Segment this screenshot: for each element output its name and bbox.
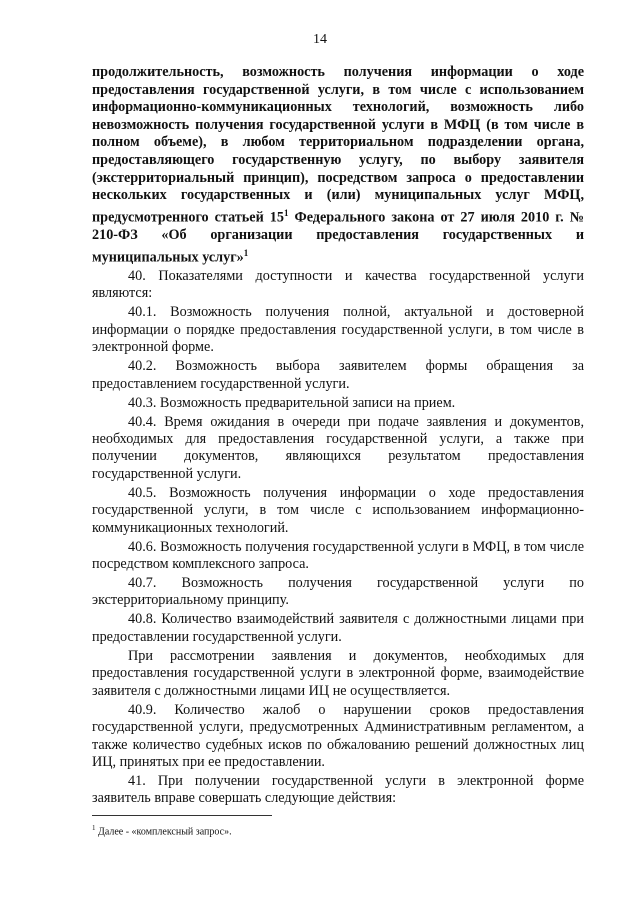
paragraph-40-8-note: При рассмотрении заявления и документов, необходимых для предоставления государственной услуги в электронной форме, взаимодействие заявителя с должностными лицами ИЦ не осуществляется. [92, 647, 584, 699]
paragraph-40-9: 40.9. Количество жалоб о нарушении сроков предоставления государственной услуги, предусмотренных Административным регламентом, а также количество судебных исков по обжалованию решений должностных лиц ИЦ, принятых при ее предоставлении. [92, 701, 584, 770]
intro-footnote-ref-end: 1 [243, 247, 249, 258]
paragraph-40-8: 40.8. Количество взаимодействий заявителя с должностными лицами при предоставлении государственной услуги. [92, 611, 584, 645]
footnote [92, 824, 232, 837]
paragraph-40: 40. Показателями доступности и качества государственной услуги являются: [92, 268, 584, 302]
intro-bold-text: продолжительность, возможность получения информации о ходе предоставления государственной услуги, в том числе с использованием информационно-коммуникационных технологий, возможность либо невозможность получения государственной услуги в МФЦ (в том числе в полном объеме), в любом территориальном подразделении органа, предоставляющего государственную услугу, по выбору заявителя (экстерриториальный принцип), посредством запроса о предоставлении нескольких государственных и (или) муниципальных услуг МФЦ, предусмотренного статьей 15 [92, 64, 584, 226]
paragraph-40-5: 40.5. Возможность получения информации о ходе предоставления государственной услуги, в том числе с использованием информационно-коммуникационных технологий. [92, 484, 584, 536]
paragraph-40-6: 40.6. Возможность получения государственной услуги в МФЦ, в том числе посредством комплексного запроса. [92, 538, 584, 573]
footnote-marker: 1 [92, 824, 96, 832]
intro-bold-paragraph [92, 64, 584, 267]
footnote-text: Далее - «комплексный запрос». [95, 826, 232, 838]
paragraph-40-1: 40.1. Возможность получения полной, актуальной и достоверной информации о порядке предоставления государственной услуги, в том числе в электронной форме. [92, 304, 584, 356]
page-number: 14 [313, 32, 327, 47]
paragraph-41: 41. При получении государственной услуги в электронной форме заявитель вправе совершать следующие действия: [92, 772, 584, 807]
paragraph-40-7: 40.7. Возможность получения государственной услуги по экстерриториальному принципу. [92, 575, 584, 609]
intro-bold-text-end: Федерального закона от 27 июля 2010 г. № 210-ФЗ «Об организации предоставления государственных и муниципальных услуг» [92, 209, 584, 266]
intro-footnote-ref: 1 [283, 207, 289, 218]
paragraph-40-4: 40.4. Время ожидания в очереди при подаче заявления и документов, необходимых для предоставления государственной услуги, а также при получении документов, являющихся результатом предоставления государственной услуги. [92, 413, 584, 482]
footnote-divider [92, 815, 272, 816]
body-text [92, 268, 584, 809]
paragraph-40-2: 40.2. Возможность выбора заявителем формы обращения за предоставлением государственной услуги. [92, 358, 584, 392]
paragraph-40-3: 40.3. Возможность предварительной записи на прием. [128, 394, 456, 411]
